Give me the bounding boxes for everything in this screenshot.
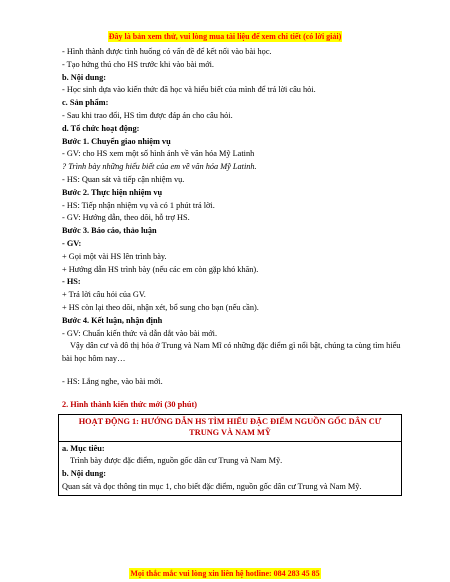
text-line: + Gọi một vài HS lên trình bày. — [62, 251, 167, 261]
step-heading: Bước 2. Thực hiện nhiệm vụ — [62, 187, 163, 197]
text-line: - Sau khi trao đổi, HS tìm được đáp án cho câu hỏi. — [62, 110, 233, 120]
activity-title: HOẠT ĐỘNG 1: HƯỚNG DẪN HS TÌM HIỂU ĐẶC ĐIỂM NGUỒN GỐC DÂN CƯ TRUNG VÀ NAM MỸ — [59, 415, 401, 442]
hotline-banner — [0, 563, 450, 581]
content-text: Quan sát và đọc thông tin mục 1, cho biết đặc điểm, nguồn gốc dân cư Trung và Nam Mỹ. — [62, 481, 362, 491]
subheading-organization: d. Tổ chức hoạt động: — [62, 123, 140, 133]
activity-box — [58, 414, 402, 496]
text-line: - HS: Lắng nghe, vào bài mới. — [62, 376, 163, 386]
preview-notice-text: Đây là bản xem thử, vui lòng mua tài liệu để xem chi tiết (có lời giải) — [108, 32, 342, 41]
goal-text: Trình bày được đặc điểm, nguồn gốc dân cư Trung và Nam Mỹ. — [70, 456, 283, 466]
subheading-product: c. Sản phẩm: — [62, 98, 109, 108]
question-line: ? Trình bày những hiểu biết của em về văn hóa Mỹ Latinh. — [62, 162, 257, 172]
text-line: - GV: Chuẩn kiến thức và dẫn dắt vào bài mới. — [62, 328, 218, 338]
text-line: + Hướng dẫn HS trình bày (nếu các em còn gặp khó khăn). — [62, 264, 259, 274]
step-heading: Bước 1. Chuyển giao nhiệm vụ — [62, 136, 171, 146]
transition-paragraph: Vậy dân cư và đô thị hóa ở Trung và Nam Mĩ có những đặc điểm gì nổi bật, chúng ta cùng tìm hiểu bài học hôm nay… — [62, 341, 401, 364]
text-line: + HS còn lại theo dõi, nhận xét, bổ sung cho bạn (nếu cần). — [62, 302, 259, 312]
text-line: - HS: Tiếp nhận nhiệm vụ và có 1 phút trả lời. — [62, 200, 215, 210]
content-label: b. Nội dung: — [62, 469, 107, 479]
section-heading: 2. Hình thành kiến thức mới (30 phút) — [62, 399, 197, 409]
role-label: - HS: — [62, 277, 81, 287]
text-line: - Học sinh dựa vào kiến thức đã học và hiểu biết của mình để trả lời câu hỏi. — [62, 85, 316, 95]
hotline-text: Mọi thắc mắc vui lòng xin liên hệ hotline: 084 283 45 85 — [130, 569, 320, 578]
document-body — [62, 46, 402, 496]
text-line: - Hình thành được tình huống có vấn đề để kết nối vào bài học. — [62, 47, 272, 56]
text-line: - HS: Quan sát và tiếp cận nhiệm vụ. — [62, 174, 185, 184]
preview-notice-banner — [0, 26, 450, 44]
text-line: - GV: cho HS xem một số hình ảnh về văn hóa Mỹ Latinh — [62, 149, 255, 159]
subheading-content: b. Nội dung: — [62, 72, 107, 82]
text-line: - Tạo hứng thú cho HS trước khi vào bài mới. — [62, 59, 214, 69]
text-line: + Trả lời câu hỏi của GV. — [62, 290, 146, 300]
goal-label: a. Mục tiêu: — [62, 443, 105, 453]
step-heading: Bước 3. Báo cáo, thảo luận — [62, 226, 157, 236]
role-label: - GV: — [62, 238, 82, 248]
step-heading: Bước 4. Kết luận, nhận định — [62, 315, 163, 325]
text-line: - GV: Hướng dẫn, theo dõi, hỗ trợ HS. — [62, 213, 190, 223]
